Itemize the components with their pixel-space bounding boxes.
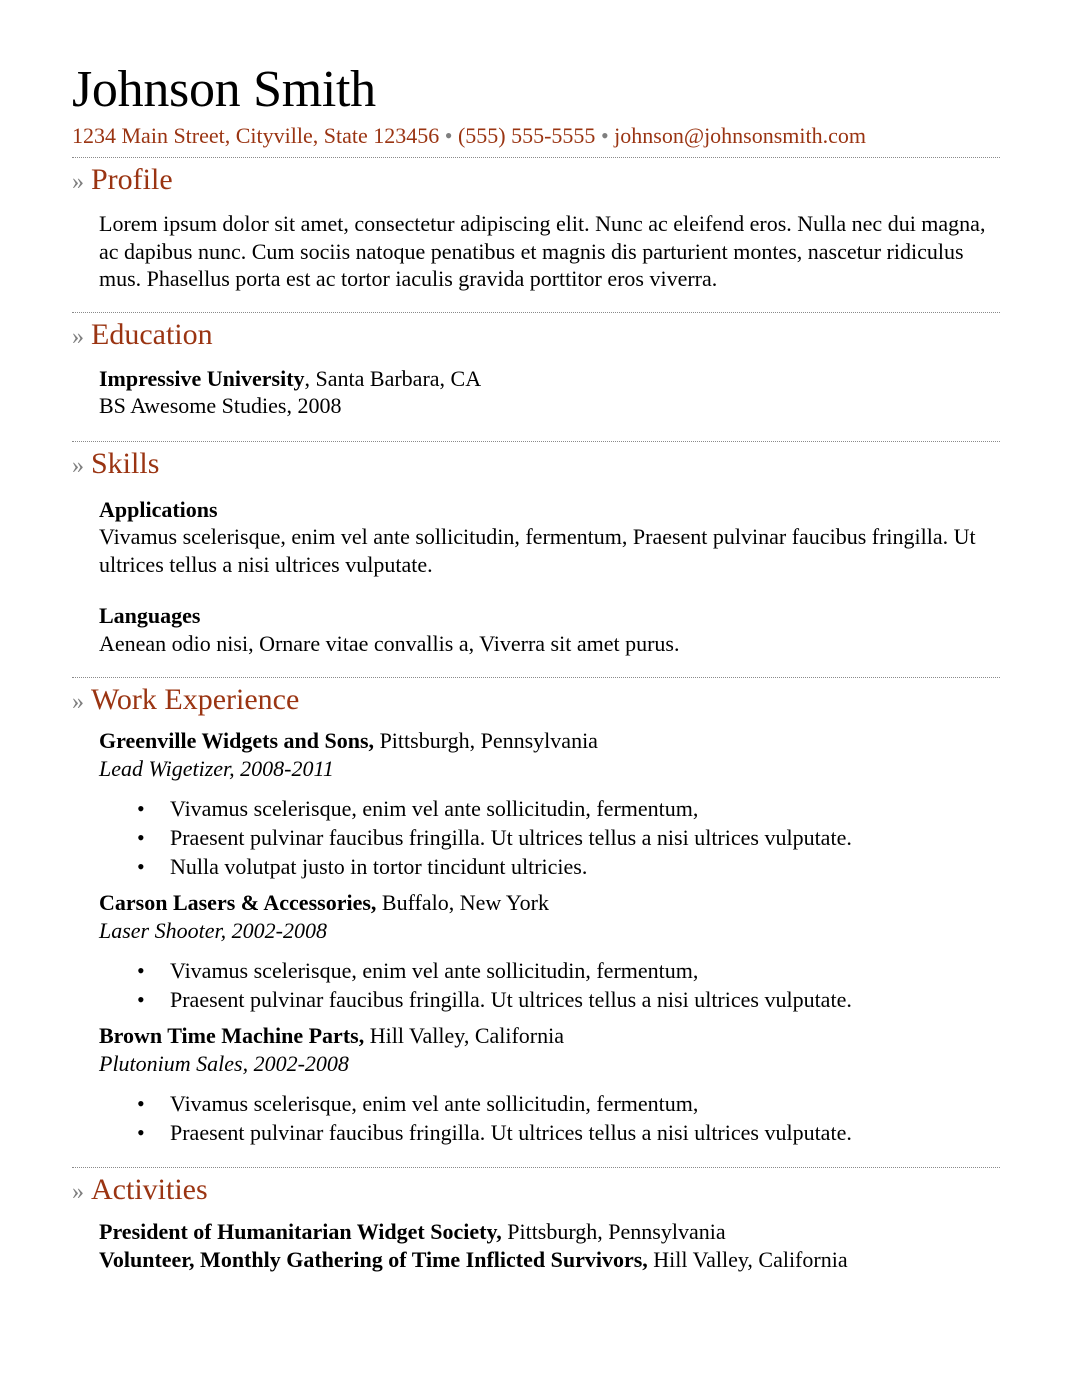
section-heading — [72, 315, 1000, 357]
section-divider — [72, 1167, 1000, 1168]
contact-phone: (555) 555-5555 — [457, 123, 596, 148]
bullet-text: Praesent pulvinar faucibus fringilla. Ut ultrices tellus a nisi ultrices vulputate. — [170, 987, 852, 1012]
contact-email[interactable]: johnson@johnsonsmith.com — [614, 123, 867, 148]
bullet-icon: • — [137, 1120, 145, 1145]
chevron-icon: » — [72, 1179, 84, 1205]
school-location: , Santa Barbara, CA — [304, 365, 482, 391]
job-company-line — [99, 1022, 1000, 1050]
bullet-text: Vivamus scelerisque, enim vel ante sollicitudin, fermentum, — [170, 796, 699, 821]
activities-body — [72, 1218, 1000, 1273]
school-name: Impressive University — [99, 365, 305, 391]
list-item — [99, 794, 1000, 823]
activity-item — [99, 1246, 1000, 1274]
list-item — [99, 852, 1000, 881]
list-item — [99, 823, 1000, 852]
job-company: Greenville Widgets and Sons, — [99, 728, 375, 753]
section-divider — [72, 441, 1000, 442]
contact-separator: • — [600, 123, 609, 148]
bullet-text: Nulla volutpat justo in tortor tincidunt ultricies. — [170, 854, 588, 879]
list-item — [99, 1089, 1000, 1118]
bullet-icon: • — [137, 987, 145, 1012]
section-divider — [72, 312, 1000, 313]
section-title: Profile — [91, 163, 173, 196]
bullet-icon: • — [137, 1091, 145, 1116]
job-location: Hill Valley, California — [364, 1023, 565, 1048]
profile-text: Lorem ipsum dolor sit amet, consectetur adipiscing elit. Nunc ac eleifend eros. Nulla nec dui magna, ac dapibus nunc. Cum sociis natoque penatibus et magnis dis parturient montes, nascetur ridiculus mus. Phasellus porta est ac tortor iaculis gravida porttitor eros viverra. — [99, 211, 986, 291]
section-title: Skills — [91, 446, 160, 480]
section-heading — [72, 444, 1000, 486]
education-school-line — [99, 365, 1000, 393]
education-section — [72, 315, 1000, 420]
bullet-text: Praesent pulvinar faucibus fringilla. Ut ultrices tellus a nisi ultrices vulputate. — [170, 825, 852, 850]
job-company-line — [99, 727, 1000, 755]
activity-role: President of Humanitarian Widget Society, — [99, 1219, 502, 1244]
job-location: Pittsburgh, Pennsylvania — [374, 728, 598, 753]
job-location: Buffalo, New York — [376, 890, 549, 915]
chevron-icon: » — [72, 323, 84, 350]
activity-location: Hill Valley, California — [647, 1246, 848, 1272]
section-heading — [72, 160, 1000, 202]
section-title: Activities — [91, 1173, 208, 1206]
bullet-text: Vivamus scelerisque, enim vel ante sollicitudin, fermentum, — [170, 1091, 699, 1116]
section-heading — [72, 680, 1000, 722]
list-item — [99, 956, 1000, 985]
job-company: Brown Time Machine Parts, — [99, 1023, 365, 1048]
activity-item — [99, 1218, 1000, 1246]
skill-group-text: Aenean odio nisi, Ornare vitae convallis a, Viverra sit amet purus. — [99, 630, 680, 656]
section-heading — [72, 1170, 1000, 1212]
job-entry — [99, 889, 1000, 1014]
section-divider — [72, 677, 1000, 678]
section-divider — [72, 157, 1000, 158]
skill-group-label: Applications — [99, 496, 218, 522]
skill-group-label: Languages — [99, 603, 201, 628]
resume-page — [72, 58, 1000, 1273]
job-bullets — [99, 1089, 1000, 1147]
chevron-icon: » — [72, 169, 84, 195]
bullet-text: Vivamus scelerisque, enim vel ante sollicitudin, fermentum, — [170, 958, 699, 983]
job-company: Carson Lasers & Accessories, — [99, 890, 377, 915]
bullet-icon: • — [137, 796, 145, 821]
activity-location: Pittsburgh, Pennsylvania — [501, 1219, 726, 1244]
bullet-text: Praesent pulvinar faucibus fringilla. Ut ultrices tellus a nisi ultrices vulputate. — [170, 1120, 852, 1145]
education-body — [72, 365, 1000, 420]
profile-section — [72, 160, 1000, 293]
job-role: Laser Shooter, 2002-2008 — [99, 917, 327, 943]
skill-group-text: Vivamus scelerisque, enim vel ante sollicitudin, fermentum, Praesent pulvinar faucibus fringilla. Ut ultrices tellus a nisi ultrices vulputate. — [99, 524, 976, 577]
education-degree: BS Awesome Studies, 2008 — [99, 393, 342, 418]
activity-role: Volunteer, Monthly Gathering of Time Inflicted Survivors, — [99, 1246, 648, 1272]
skills-body — [72, 496, 1000, 658]
bullet-icon: • — [137, 854, 145, 879]
section-title: Work Experience — [91, 683, 300, 716]
activities-section — [72, 1170, 1000, 1273]
job-company-line — [99, 889, 1000, 917]
job-bullets — [99, 956, 1000, 1014]
work-section — [72, 680, 1000, 1147]
list-item — [99, 1118, 1000, 1147]
section-title: Education — [91, 317, 213, 351]
chevron-icon: » — [72, 689, 84, 715]
contact-separator: • — [444, 123, 453, 148]
bullet-icon: • — [137, 825, 145, 850]
contact-line — [72, 122, 1000, 150]
job-bullets — [99, 794, 1000, 881]
list-item — [99, 985, 1000, 1014]
bullet-icon: • — [137, 958, 145, 983]
job-role: Lead Wigetizer, 2008-2011 — [99, 755, 334, 781]
job-role: Plutonium Sales, 2002-2008 — [99, 1050, 349, 1076]
candidate-name: Johnson Smith — [72, 61, 376, 118]
job-entry — [99, 727, 1000, 881]
work-body — [72, 727, 1000, 1147]
job-entry — [99, 1022, 1000, 1147]
chevron-icon: » — [72, 452, 84, 479]
skills-section — [72, 444, 1000, 658]
contact-address: 1234 Main Street, Cityville, State 123456 — [72, 123, 440, 148]
